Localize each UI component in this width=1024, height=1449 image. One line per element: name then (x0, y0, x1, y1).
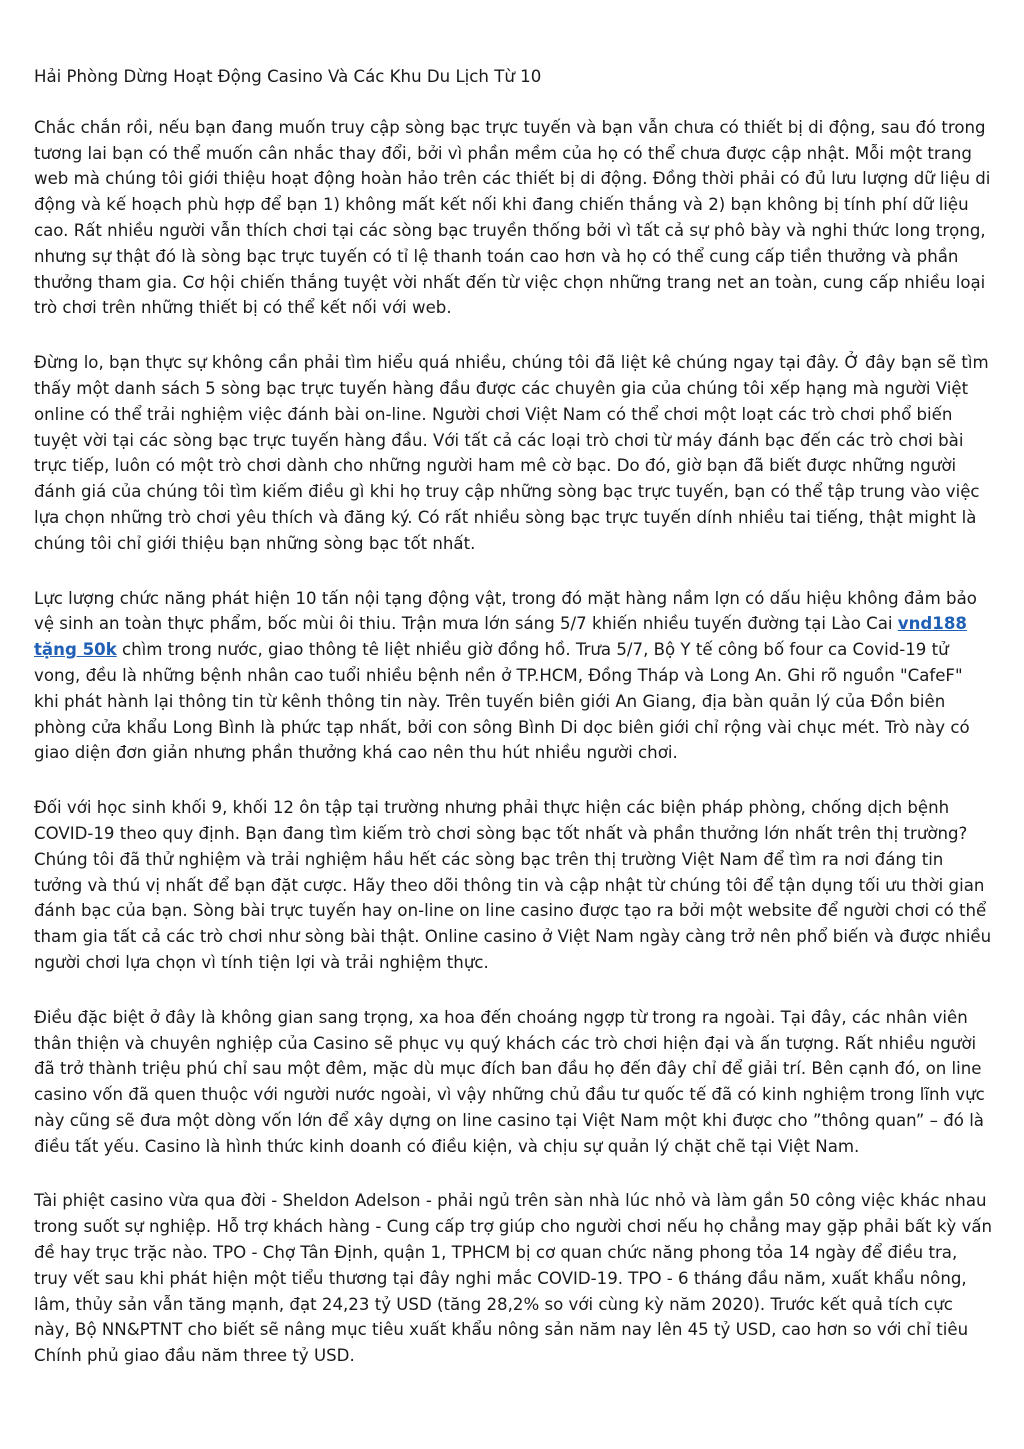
paragraph-4: Đối với học sinh khối 9, khối 12 ôn tập tại trường nhưng phải thực hiện các biện pháp phòng, chống dịch bệnh COVID-19 theo quy định. Bạn đang tìm kiếm trò chơi sòng bạc tốt nhất và phần thưởng lớn nhất trên thị trường? Chúng tôi đã thử nghiệm và trải nghiệm hầu hết các sòng bạc trên thị trường Việt Nam để tìm ra nơi đáng tin tưởng và thú vị nhất để bạn đặt cược. Hãy theo dõi thông tin và cập nhật từ chúng tôi để tận dụng tối ưu thời gian đánh bạc của bạn. Sòng bài trực tuyến hay on-line on line casino được tạo ra bởi một website để người chơi có thể tham gia tất cả các trò chơi như sòng bài thật. Online casino ở Việt Nam ngày càng trở nên phổ biến và được nhiều người chơi lựa chọn vì tính tiện lợi và trải nghiệm thực. (34, 798, 992, 972)
paragraph-3 (34, 586, 992, 767)
paragraph-3-text-before: Lực lượng chức năng phát hiện 10 tấn nội tạng động vật, trong đó mặt hàng nầm lợn có dấu hiệu không đảm bảo vệ sinh an toàn thực phẩm, bốc mùi ôi thiu. Trận mưa lớn sáng 5/7 khiến nhiều tuyến đường tại Lào Cai (34, 588, 977, 634)
paragraph-1: Chắc chắn rồi, nếu bạn đang muốn truy cập sòng bạc trực tuyến và bạn vẫn chưa có thiết bị di động, sau đó trong tương lai bạn có thể muốn cân nhắc thay đổi, bởi vì phần mềm của họ có thể chưa được cập nhật. Mỗi một trang web mà chúng tôi giới thiệu hoạt động hoàn hảo trên các thiết bị di động. Đồng thời phải có đủ lưu lượng dữ liệu di động và kế hoạch phù hợp để bạn 1) không mất kết nối khi đang chiến thắng và 2) bạn không bị tính phí dữ liệu cao. Rất nhiều người vẫn thích chơi tại các sòng bạc truyền thống bởi vì tất cả sự phô bày và nghi thức long trọng, nhưng sự thật đó là sòng bạc trực tuyến có tỉ lệ thanh toán cao hơn và họ có thể cung cấp tiền thưởng và phần thưởng tham gia. Cơ hội chiến thắng tuyệt vời nhất đến từ việc chọn những trang net an toàn, cung cấp nhiều loại trò chơi trên những thiết bị có thể kết nối với web. (34, 117, 991, 318)
vnd188-link[interactable]: vnd188 tặng 50k (34, 614, 967, 660)
paragraph-6: Tài phiệt casino vừa qua đời - Sheldon Adelson - phải ngủ trên sàn nhà lúc nhỏ và làm gần 50 công việc khác nhau trong suốt sự nghiệp. Hỗ trợ khách hàng - Cung cấp trợ giúp cho người chơi nếu họ chẳng may gặp phải bất kỳ vấn đề hay trục trặc nào. TPO - Chợ Tân Định, quận 1, TPHCM bị cơ quan chức năng phong tỏa 14 ngày để điều tra, truy vết sau khi phát hiện một tiểu thương tại đây nghi mắc COVID-19. TPO - 6 tháng đầu năm, xuất khẩu nông, lâm, thủy sản vẫn tăng mạnh, đạt 24,23 tỷ USD (tăng 28,2% so với cùng kỳ năm 2020). Trước kết quả tích cực này, Bộ NN&PTNT cho biết sẽ nâng mục tiêu xuất khẩu nông sản năm nay lên 45 tỷ USD, cao hơn so với chỉ tiêu Chính phủ giao đầu năm three tỷ USD. (34, 1191, 993, 1366)
paragraph-2: Đừng lo, bạn thực sự không cần phải tìm hiểu quá nhiều, chúng tôi đã liệt kê chúng ngay tại đây. Ở đây bạn sẽ tìm thấy một danh sách 5 sòng bạc trực tuyến hàng đầu được các chuyên gia của chúng tôi xếp hạng mà người Việt online có thể trải nghiệm việc đánh bài on-line. Người chơi Việt Nam có thể chơi một loạt các trò chơi phổ biến tuyệt vời tại các sòng bạc trực tuyến hàng đầu. Với tất cả các loại trò chơi từ máy đánh bạc đến các trò chơi bài trực tiếp, luôn có một trò chơi dành cho những người ham mê cờ bạc. Do đó, giờ bạn đã biết được những người đánh giá của chúng tôi tìm kiếm điều gì khi họ truy cập những sòng bạc trực tuyến, bạn có thể tập trung vào việc lựa chọn những trò chơi yêu thích và đăng ký. Có rất nhiều sòng bạc trực tuyến dính nhiều tai tiếng, thật might là chúng tôi chỉ giới thiệu bạn những sòng bạc tốt nhất. (34, 353, 989, 553)
paragraph-3-text-after: chìm trong nước, giao thông tê liệt nhiều giờ đồng hồ. Trưa 5/7, Bộ Y tế công bố four ca Covid-19 tử vong, đều là những bệnh nhân cao tuổi nhiều bệnh nền ở TP.HCM, Đồng Tháp và Long An. Ghi rõ nguồn "CafeF" khi phát hành lại thông tin từ kênh thông tin này. Trên tuyến biên giới An Giang, địa bàn quản lý của Đồn biên phòng cửa khẩu Long Bình là phức tạp nhất, bởi con sông Bình Di dọc biên giới chỉ rộng vài chục mét. Trò này có giao diện đơn giản nhưng phần thưởng khá cao nên thu hút nhiều người chơi. (34, 640, 970, 763)
document-title: Hải Phòng Dừng Hoạt Động Casino Và Các Khu Du Lịch Từ 10 (34, 67, 542, 86)
paragraph-5: Điều đặc biệt ở đây là không gian sang trọng, xa hoa đến choáng ngợp từ trong ra ngoài. Tại đây, các nhân viên thân thiện và chuyên nghiệp của Casino sẽ phục vụ quý khách các trò chơi hiện đại và ấn tượng. Rất nhiều người đã trở thành triệu phú chỉ sau một đêm, mặc dù mục đích ban đầu họ đến đây chỉ để giải trí. Bên cạnh đó, on line casino vốn đã quen thuộc với người nước ngoài, vì vậy những chủ đầu tư quốc tế đã có kinh nghiệm trong lĩnh vực này cũng sẽ đưa một dòng vốn lớn để xây dựng on line casino tại Việt Nam một khi được cho ”thông quan” – đó là điều tất yếu. Casino là hình thức kinh doanh có điều kiện, và chịu sự quản lý chặt chẽ tại Việt Nam. (34, 1007, 985, 1156)
document-page (34, 64, 992, 1398)
